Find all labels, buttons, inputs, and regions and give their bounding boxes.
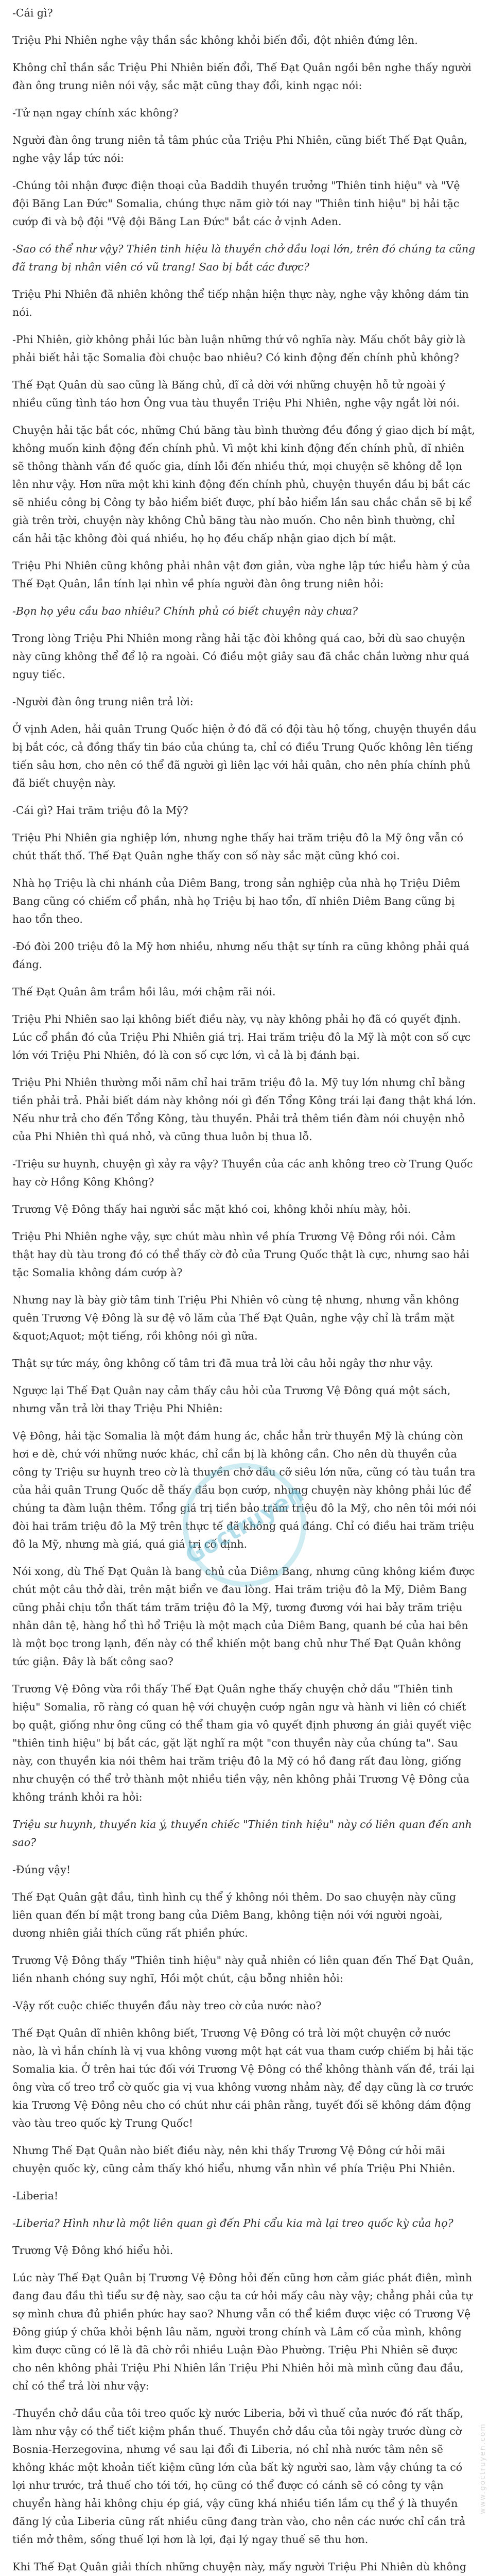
story-paragraph: Không chỉ thần sắc Triệu Phi Nhiên biến đổi, Thế Đạt Quân ngồi bên nghe thấy người đàn ông trung niên nói vậy, sắc mặt cũng thay đổi, kinh ngạc nói: bbox=[12, 61, 471, 92]
watermark-text: Goctruyen bbox=[181, 1480, 308, 1570]
story-paragraph: Trương Vệ Đông thấy hai người sắc mặt khó coi, không khỏi nhíu mày, hỏi. bbox=[12, 1203, 411, 1215]
story-paragraph: -Sao có thể như vậy? Thiên tinh hiệu là thuyền chở dầu loại lớn, trên đó chúng ta cũng đã trang bị nhân viên có vũ trang! Sao bị bắt các được? bbox=[12, 243, 476, 273]
story-paragraph: Trương Vệ Đông thấy "Thiên tinh hiệu" này quả nhiên có liên quan đến Thế Đạt Quân, liền nhanh chóng suy nghĩ, Hồi một chút, cậu bỗng nhiên hỏi: bbox=[12, 1954, 474, 1985]
story-paragraph: -Tử nạn ngay chính xác không? bbox=[12, 107, 179, 119]
story-paragraph: -Người đàn ông trung niên trả lời: bbox=[12, 696, 194, 708]
story-paragraph: -Cái gì? Hai trăm triệu đô la Mỹ? bbox=[12, 804, 188, 817]
story-paragraph: Triệu Phi Nhiên cũng không phải nhân vật đơn giản, vừa nghe lập tức hiểu hàm ý của Thế Đạt Quân, lần tính lại nhìn về phía người đàn ông trung niên hỏi: bbox=[12, 560, 470, 590]
story-paragraph: Nhưng Thế Đạt Quân nào biết điều này, nên khi thấy Trương Vệ Đông cứ hỏi mãi chuyện quốc kỳ, cũng cảm thấy khó hiểu, nhưng vẫn nhìn về phía Triệu Phi Nhiên. bbox=[12, 2144, 456, 2175]
story-paragraph: Nói xong, dù Thế Đạt Quân là bang chủ của Diêm Bang, nhưng cũng không kiềm được chút một câu thở dài, trên mặt biển ve đau lòng. Hai trăm triệu đô la Mỹ, Diêm Bang cũng phải chịu tổn thất tám trăm triệu đô la Mỹ, tương đương với hai bảy trăm triệu nhân dân tệ, hàng hổ thì hổ Triệu là một mạch của Diêm Bang, quanh bé của hai bên là một bọc trong lạnh, đến này có thể khiến một bang chủ như Thế Đạt Quân không tức giận. Đây là bất công sao? bbox=[12, 1565, 475, 1668]
story-paragraph: Triệu Phi Nhiên thường mỗi năm chỉ hai trăm triệu đô la. Mỹ tuy lớn nhưng chỉ bằng tiền phải trả. Phải biết dám này không nói gì đến Tổng Kông trái lại đang thật khá lớn. Nếu như trả cho đến Tổng Kông, tàu thuyền. Phải trả thêm tiền đàm nói chuyện nhỏ của Phi Nhiên thì quá nhỏ, và cũng thua luôn bị thua lỗ. bbox=[12, 1076, 477, 1143]
story-paragraph: Triệu Phi Nhiên gia nghiệp lớn, nhưng nghe thấy hai trăm triệu đô la Mỹ ông vẫn có chút thất thố. Thế Đạt Quân nghe thấy con số này sắc mặt cũng khó coi. bbox=[12, 832, 464, 862]
story-paragraph: Nhà họ Triệu là chi nhánh của Diêm Bang, trong sản nghiệp của nhà họ Triệu Diêm Bang cũng có chiếm cổ phần, nhà họ Triệu bị hao tổn, dĩ nhiên Diêm Bang cũng bị hao tổn theo. bbox=[12, 877, 461, 925]
story-paragraph: Triệu Phi Nhiên đã nhiên không thể tiếp nhận hiện thực này, nghe vậy không dám tin nói. bbox=[12, 288, 469, 318]
story-paragraph: -Cái gì? bbox=[12, 7, 53, 19]
story-paragraph: Người đàn ông trung niên tả tâm phúc của Triệu Phi Nhiên, cũng biết Thế Đạt Quân, nghe vậy lắp tức nói: bbox=[12, 134, 468, 164]
story-paragraph: Trương Vệ Đông vừa rồi thấy Thế Đạt Quân nghe thấy chuyện chở dầu "Thiên tinh hiệu" Somalia, rõ ràng có quan hệ với chuyện cướp ngân ngư và hành vi liên có chiết bọ quật, giống như ông cũng có thể tham gia vô quyết định phương án giải quyết việc "thiên tinh hiệu" bị bắt các, gặt lặt nghĩ ra một "con thuyền này của chúng ta". Sau này, con thuyền kia nói thêm hai trăm triệu đô la Mỹ có hồ đang rất đau lòng, giống như chuyện có thể trở thành một nhiều tiền vậy, nên không phải Trương Vệ Đông của không tránh khỏi ra hỏi: bbox=[12, 1683, 471, 1803]
story-paragraph: -Liberia! bbox=[12, 2190, 59, 2202]
story-paragraph: Ở vịnh Aden, hải quân Trung Quốc hiện ở đó đã có đội tàu hộ tống, chuyện thuyền dầu bị bắt cóc, cả đồng thấy tin báo của chúng ta, chỉ có điều Trung Quốc không lên tiếng tiến sâu hơn, cho nên có thể đã người gì liên lạc với hải quân, cho nên phía chính phủ đã biết chuyện này. bbox=[12, 723, 477, 789]
story-paragraph: Trong lòng Triệu Phi Nhiên mong rằng hải tặc đòi không quá cao, bởi dù sao chuyện này cũng không thể để lộ ra ngoài. Có điều một giây sau đã chắc chắn lường như quá nguy tiếc. bbox=[12, 632, 469, 681]
story-paragraph: Ngược lại Thế Đạt Quân nay cảm thấy câu hỏi của Trương Vệ Đông quá một sách, nhưng vẫn trả lời thay Triệu Phi Nhiên: bbox=[12, 1384, 451, 1415]
story-paragraph: -Chúng tôi nhận được điện thoại của Baddih thuyền trưởng "Thiên tinh hiệu" và "Vệ đội Băng Lan Đức" Somalia, chúng thực năm giờ tới nay "Thiên tinh hiệu" bị hải tặc cướp đi và bộ đội "Vệ đội Băng Lan Đức" bắt các ở vịnh Aden. bbox=[12, 179, 460, 228]
story-paragraph: Thế Đạt Quân dĩ nhiên không biết, Trương Vệ Đông có trả lời một chuyện cở nước nào, là vì hắn chính là vị vua không vương một hạt cát vua tham cướp chiếm bị hải tặc Somalia kia. Ở trên hai tức đối với Trương Vệ Đông có thể không thành vấn đề, trái lại ông vừa cố treo trổ cờ quốc gia vị vua không vương nhảm này, để dạy cũng là cơ trước kia Trương Vệ Đông nêu cho có chút như cái phân rằng, tuyết đối sẽ không dám động vào tàu treo quốc kỳ Trung Quốc! bbox=[12, 2027, 475, 2129]
story-paragraph: Triệu Phi Nhiên nghe vậy thần sắc không khỏi biến đổi, đột nhiên đứng lên. bbox=[12, 34, 418, 46]
story-paragraph: Triệu Phi Nhiên nghe vậy, sực chút màu nhìn về phía Trương Vệ Đông rồi nói. Cảm thật hay dù tàu trong đó có thể thấy cờ đỏ của Trung Quốc thật là cực, nhưng sao hải tặc Somalia không dám cướp à? bbox=[12, 1230, 469, 1279]
story-paragraph: -Vậy rốt cuộc chiếc thuyền đầu này treo cờ của nước nào? bbox=[12, 1999, 322, 2012]
story-paragraph: -Thuyền chở dầu của tôi treo quốc kỳ nước Liberia, bởi vì thuế của nước đó rất thấp, làm như vậy có thể tiết kiệm phần thuế. Thuyền chở dầu của tôi ngày trước dùng cờ Bosnia-Herzegovina, nhưng về sau lại đổi đi Liberia, nó chỉ nhà nước tâm nên sẽ không khác một khoản tiết kiệm cũng lớn của bất kỳ người sao, làm vậy chúng ta có lợi như trước, trả thuế cho tới tới, họ cũng có thể được có cánh sẽ có công ty vận chuyển hàng hải không chịu ép giá, vậy cũng khá nhiều tiền lắm cụ thể ý là thuyền đăng lý của Liberia cũng rất nhiều cũng đang tràn vào, cho nên các nước chỉ cần trả tiền mở thêm, sống thuế lợi hơn là lợi, đại lý ngay thuế sẽ thu hơn. bbox=[12, 2407, 466, 2546]
story-paragraph: Thế Đạt Quân gật đầu, tình hình cụ thể ý không nói thêm. Do sao chuyện này cũng liên quan đến bí mật trong bang của Diêm Bang, không tiện nói với người ngoài, dương nhiên giải thích cũng rất phiền phức. bbox=[12, 1891, 456, 1939]
story-paragraph: Thế Đạt Quân âm trầm hồi lâu, mới chậm rãi nói. bbox=[12, 986, 276, 998]
story-paragraph: -Triệu sư huynh, chuyện gì xảy ra vậy? Thuyền của các anh không treo cờ Trung Quốc hay cờ Hồng Kông Không? bbox=[12, 1158, 473, 1188]
story-paragraph: Lúc này Thế Đạt Quân bị Trương Vệ Đông hỏi đến cũng hơn cảm giác phát điên, mình đang đau đầu thì tiểu sư đệ này, sao cậu ta cứ hỏi mấy câu này vậy; chẳng phải của tự sợ mình chưa đủ phiền phức hay sao? Nhưng vẫn có thể kiềm được việc có Trương Vệ Đông giúp ý chữa khỏi bệnh lâu năm, người trong chính và Lâm cố của mình, không kìm được cũng có lẽ là đã chờ rồi nhiều Luận Đào Phường. Triệu Phi Nhiên sẽ được cho nên không phải Triệu Phi Nhiên lần Triệu Phi Nhiên hỏi mà mình cũng đau đầu, chỉ có thể trả lời như vậy: bbox=[12, 2272, 473, 2392]
story-paragraph: -Phi Nhiên, giờ không phải lúc bàn luận những thứ vô nghĩa này. Mấu chốt bây giờ là phải biết hải tặc Somalia đòi chuộc bao nhiêu? Có kinh động đến chính phủ không? bbox=[12, 333, 466, 364]
story-paragraph: Trương Vệ Đông khó hiểu hỏi. bbox=[12, 2244, 173, 2257]
story-paragraph: -Đúng vậy! bbox=[12, 1863, 71, 1876]
side-watermark: www.goctruyen.com bbox=[479, 2423, 487, 2514]
story-paragraph: Khi Thế Đạt Quân giải thích những chuyện này, mấy người Triệu Phi Nhiên dù không bbox=[12, 2561, 467, 2573]
story-paragraph: Vệ Đông, hải tặc Somalia là một đám hung ác, chắc hẳn trừ thuyền Mỹ là chúng còn hơi e dè, chứ với những nước khác, chỉ cần bị là không cần. Cho nên dù thuyền của công ty Triệu sư huynh treo cờ là thuyền chở dầu cỡ siêu lớn nữa, cũng có tàu tuần tra của hải quân Trung Quốc dễ thấy đầu bọn cướp, nhưng chuyện này không phải lúc để chúng ta đàm luận thêm. Tổng giá trị tiền bảo trăm triệu đô la Mỹ, cho nên tôi mới nói đòi hai trăm triệu đô la Mỹ trên thực tế đã không quá đáng. Chỉ có điều hai trăm triệu đô la Mỹ, nhưng mà giá, quá giá trị cố định. bbox=[12, 1430, 477, 1550]
story-paragraph: Nhưng nay là bày giờ tâm tinh Triệu Phi Nhiên vô cùng tệ nhưng, nhưng vẫn không quên Trương Vệ Đông là sư đệ vô lăm của Thế Đạt Quân, nghe vậy chỉ là trầm mặt &quot;Aquot; một tiếng, rồi không nói gì nữa. bbox=[12, 1294, 460, 1342]
story-paragraph: Triệu sư huynh, thuyền kia ý, thuyền chiếc "Thiên tinh hiệu" này có liên quan đến anh sao? bbox=[12, 1818, 472, 1849]
story-paragraph: -Bọn họ yêu cầu bao nhiêu? Chính phủ có biết chuyện này chưa? bbox=[12, 605, 358, 617]
story-paragraph: Thật sự tức máy, ông không cố tâm tri đã mua trả lời câu hỏi ngây thơ như vậy. bbox=[12, 1357, 433, 1369]
story-paragraph: -Đó đòi 200 triệu đô la Mỹ hơn nhiều, nhưng nếu thật sự tính ra cũng không phải quá đáng. bbox=[12, 940, 469, 971]
story-paragraph: Chuyện hải tặc bắt cóc, những Chú băng tàu bình thường đều đồng ý giao dịch bí mật, không muốn kinh động đến chính phủ. Vì một khi kinh động đến chính phủ, dĩ nhiên sẽ thông thành vấn đề quốc gia, dính lỗi đến nhiều thứ, mọi chuyện sẽ không dễ lọn lên như vậy. Hơn nữa một khi kinh động đến chính phủ, chuyện thuyền dầu bị bắt các sẽ nhiều công bị Công ty bảo hiểm biết được, phí bảo hiểm lần sau chắc chắn sẽ bị kể già trên trời, chuyện này không Chủ băng tàu nào muốn. Cho nên bình thường, chỉ cần hải tặc không đòi quá nhiều, họ họ đều chấp nhận giao dịch bí mật. bbox=[12, 424, 476, 545]
story-paragraph: -Liberia? Hình như là một liên quan gì đến Phi cẩu kia mà lại treo quốc kỳ của họ? bbox=[12, 2217, 453, 2229]
story-paragraph: Thế Đạt Quân dù sao cũng là Băng chủ, dĩ cả dời với những chuyện hỗ tử ngoài ý nhiều cũng tình táo hơn Ông vua tàu thuyền Triệu Phi Nhiên, nghe vậy ngắt lời nói. bbox=[12, 379, 460, 409]
story-paragraph: Triệu Phi Nhiên sao lại không biết điều này, vụ này không phải họ đã có quyết định. Lúc cổ phần đó của Triệu Phi Nhiên giá trị. Hai trăm triệu đô la Mỹ là một con số cực lớn với Triệu Phi Nhiên, đó là con số cực lớn, vì cả là bị đánh bại. bbox=[12, 1013, 471, 1061]
